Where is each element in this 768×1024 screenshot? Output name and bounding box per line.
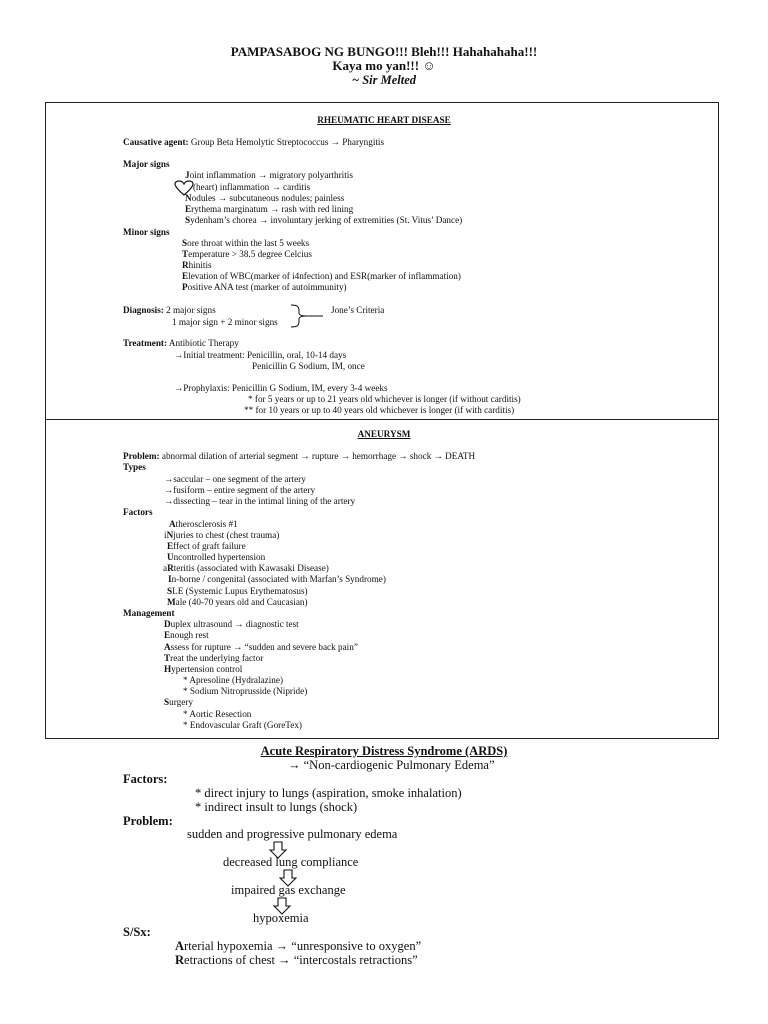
header-subtitle: Kaya mo yan!!! ☺ [332,58,436,73]
ards-ssx-item: Arterial hypoxemia → “unresponsive to oxygen” [175,939,422,953]
ards-flow-step: decreased lung compliance [223,855,359,869]
ards-factors-label: Factors: [123,772,168,786]
rhd-prophylaxis-note: ** for 10 years or up to 40 years old whichever is longer (if with carditis) [244,405,515,415]
rhd-initial: →Initial treatment: Penicillin, oral, 10-14 days [174,350,347,360]
aneurysm-management-item: Enough rest [164,630,209,640]
aneurysm-management-label: Management [123,608,175,618]
ards-problem-label: Problem: [123,814,173,828]
rhd-diagnosis: Diagnosis: 2 major signs [123,305,216,315]
header-author: ~ Sir Melted [351,73,417,87]
rhd-major-item: Erythema marginatum → rash with red lining [185,204,354,214]
rhd-minor-label: Minor signs [123,227,170,237]
rhd-title: RHEUMATIC HEART DISEASE [317,115,451,125]
aneurysm-factor: aRteritis (associated with Kawasaki Disease) [163,563,329,573]
aneurysm-management-item: Surgery [164,697,193,707]
ards-subtitle: → “Non-cardiogenic Pulmonary Edema” [288,758,495,772]
rhd-prophylaxis: →Prophylaxis: Penicillin G Sodium, IM, every 3-4 weeks [174,383,388,393]
ards-factor: * indirect insult to lungs (shock) [195,800,358,814]
aneurysm-factor: Atherosclerosis #1 [169,519,238,529]
aneurysm-management-item: Assess for rupture → “sudden and severe back pain” [164,642,358,652]
aneurysm-factor: SLE (Systemic Lupus Erythematosus) [167,586,308,596]
rhd-diagnosis-alt: 1 major sign + 2 minor signs [172,317,278,327]
aneurysm-factor: Effect of graft failure [167,541,246,551]
rhd-major-item: Sydenham’s chorea → involuntary jerking of extremities (St. Vitus’ Dance) [185,215,463,225]
rhd-minor-item: Elevation of WBC(marker of i4nfection) and ESR(marker of inflammation) [182,271,461,281]
aneurysm-types-label: Types [123,462,146,472]
aneurysm-type: →fusiform – entire segment of the artery [164,485,316,495]
aneurysm-drug: * Sodium Nitroprusside (Nipride) [183,686,308,696]
aneurysm-factor: iNjuries to chest (chest trauma) [164,530,280,540]
rhd-major-item: (heart) inflammation → carditis [193,182,311,192]
aneurysm-factor: Male (40-70 years old and Caucasian) [167,597,308,607]
rhd-treatment: Treatment: Antibiotic Therapy [123,338,239,348]
ards-factor: * direct injury to lungs (aspiration, smoke inhalation) [195,786,462,800]
ards-title: Acute Respiratory Distress Syndrome (ARDS) [260,744,508,758]
aneurysm-drug: * Apresoline (Hydralazine) [183,675,284,685]
aneurysm-factors-label: Factors [123,507,153,517]
aneurysm-surgery-item: * Endovascular Graft (GoreTex) [183,720,302,730]
ards-ssx-label: S/Sx: [123,925,151,939]
rhd-major-label: Major signs [123,159,170,169]
aneurysm-surgery-item: * Aortic Resection [183,709,252,719]
aneurysm-title: ANEURYSM [357,429,411,439]
rhd-minor-item: Positive ANA test (marker of autoimmunity) [182,282,347,292]
rhd-major-item: Nodules → subcutaneous nodules; painless [185,193,345,203]
rhd-causative: Causative agent: Group Beta Hemolytic Streptococcus → Pharyngitis [123,137,385,147]
ards-flow-step: sudden and progressive pulmonary edema [187,827,398,841]
rhd-major-item: Joint inflammation → migratory polyarthritis [185,170,353,180]
rhd-criteria: Jone’s Criteria [331,305,385,315]
aneurysm-management-item: Hypertension control [164,664,243,674]
aneurysm-type: →saccular – one segment of the artery [164,474,306,484]
section-box [45,102,719,739]
header-title: PAMPASABOG NG BUNGO!!! Bleh!!! Hahahahaha!!! [230,44,538,59]
aneurysm-factor: In-borne / congenital (associated with Marfan’s Syndrome) [168,574,386,584]
section-divider [45,419,719,420]
rhd-prophylaxis-note: * for 5 years or up to 21 years old whichever is longer (if without carditis) [248,394,521,404]
aneurysm-management-item: Treat the underlying factor [164,653,264,663]
rhd-minor-item: Temperature > 38.5 degree Celcius [182,249,312,259]
ards-flow-step: hypoxemia [253,911,309,925]
aneurysm-management-item: Duplex ultrasound → diagnostic test [164,619,299,629]
ards-flow-step: impaired gas exchange [231,883,346,897]
rhd-minor-item: Rhinitis [182,260,212,270]
ards-ssx-item: Retractions of chest → “intercostals retractions” [175,953,418,967]
aneurysm-factor: Uncontrolled hypertension [167,552,266,562]
brace-icon [290,303,324,329]
aneurysm-problem: Problem: abnormal dilation of arterial segment → rupture → hemorrhage → shock → DEATH [123,451,476,461]
rhd-initial-2: Penicillin G Sodium, IM, once [252,361,365,371]
aneurysm-type: →dissecting – tear in the intimal lining of the artery [164,496,356,506]
rhd-minor-item: Sore throat within the last 5 weeks [182,238,310,248]
